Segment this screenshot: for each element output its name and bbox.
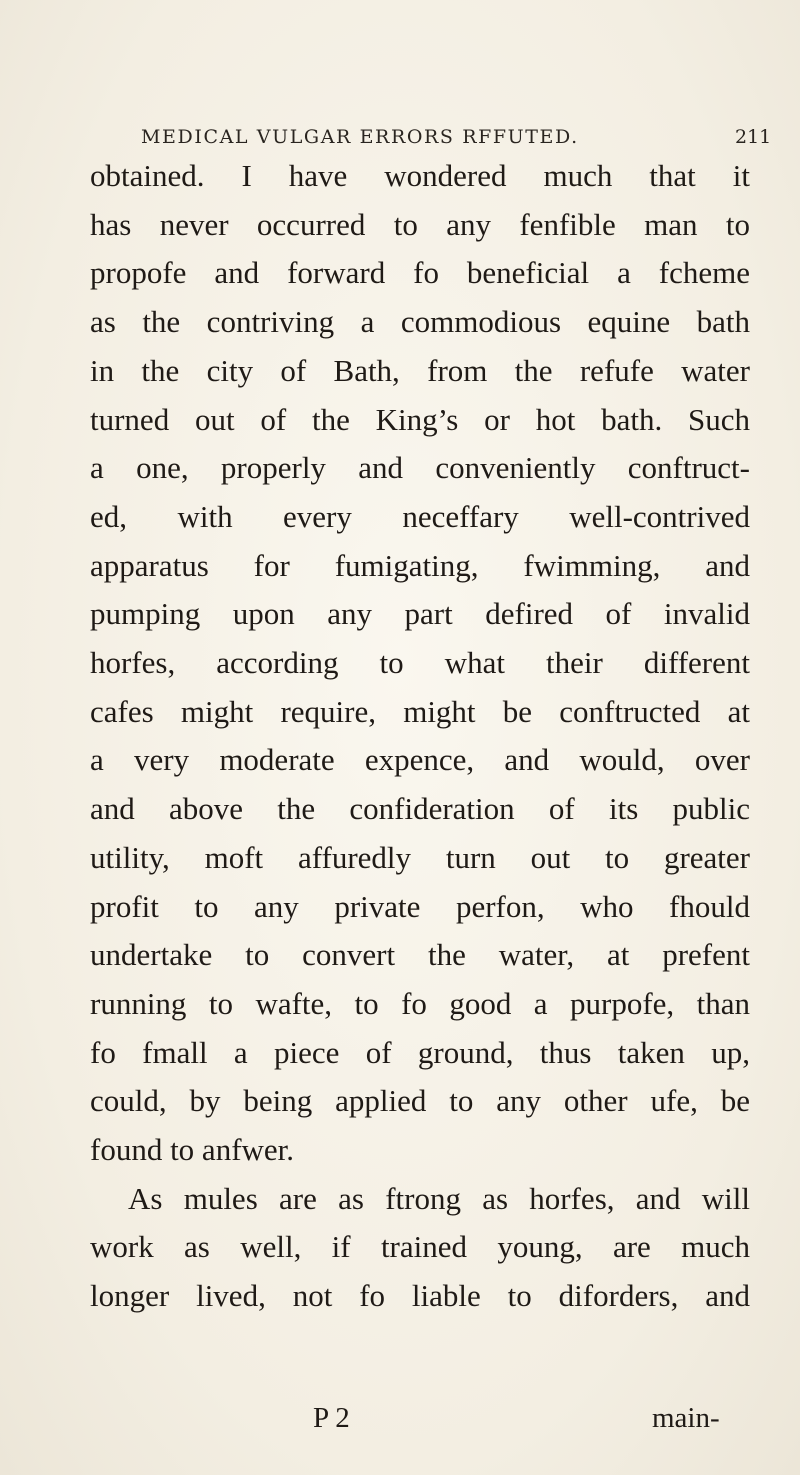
text-line: a one, properly and conveniently conftruct-: [90, 450, 750, 486]
body-text: [90, 152, 750, 1321]
text-line: a very moderate expence, and would, over: [90, 742, 750, 778]
text-line: has never occurred to any fenfible man to: [90, 206, 750, 242]
text-line: in the city of Bath, from the refufe water: [90, 352, 750, 388]
text-line: could, by being applied to any other ufe, be: [90, 1083, 750, 1119]
paragraph-start-line: As mules are as ftrong as horfes, and will: [128, 1180, 750, 1216]
text-line: apparatus for fumigating, fwimming, and: [90, 547, 750, 583]
paragraph-end-line: found to anfwer.: [90, 1132, 295, 1168]
text-line: and above the confideration of its public: [90, 791, 750, 827]
text-line: running to wafte, to fo good a purpofe, than: [90, 985, 750, 1021]
text-line: horfes, according to what their different: [90, 645, 750, 681]
text-line: ed, with every neceffary well-contrived: [90, 498, 750, 534]
text-line: longer lived, not fo liable to diforders, and: [90, 1278, 750, 1314]
text-line: obtained. I have wondered much that it: [90, 158, 750, 193]
text-line: fo fmall a piece of ground, thus taken up,: [90, 1034, 750, 1070]
text-line: cafes might require, might be conftructed at: [90, 693, 750, 729]
running-title: MEDICAL VULGAR ERRORS RFFUTED.: [141, 126, 579, 148]
text-line: propofe and forward fo beneficial a fcheme: [90, 255, 750, 291]
page-number: 211: [735, 126, 772, 148]
text-line: pumping upon any part defired of invalid: [90, 596, 750, 632]
text-line: utility, moft affuredly turn out to greater: [90, 839, 750, 875]
text-line: profit to any private perfon, who fhould: [90, 888, 750, 924]
catchword: main-: [652, 1402, 720, 1434]
signature-mark: P 2: [313, 1402, 350, 1434]
text-line: undertake to convert the water, at prefent: [90, 937, 750, 973]
text-line: work as well, if trained young, are much: [90, 1229, 750, 1265]
text-line: as the contriving a commodious equine bath: [90, 304, 750, 340]
text-line: turned out of the King’s or hot bath. Such: [90, 401, 750, 437]
